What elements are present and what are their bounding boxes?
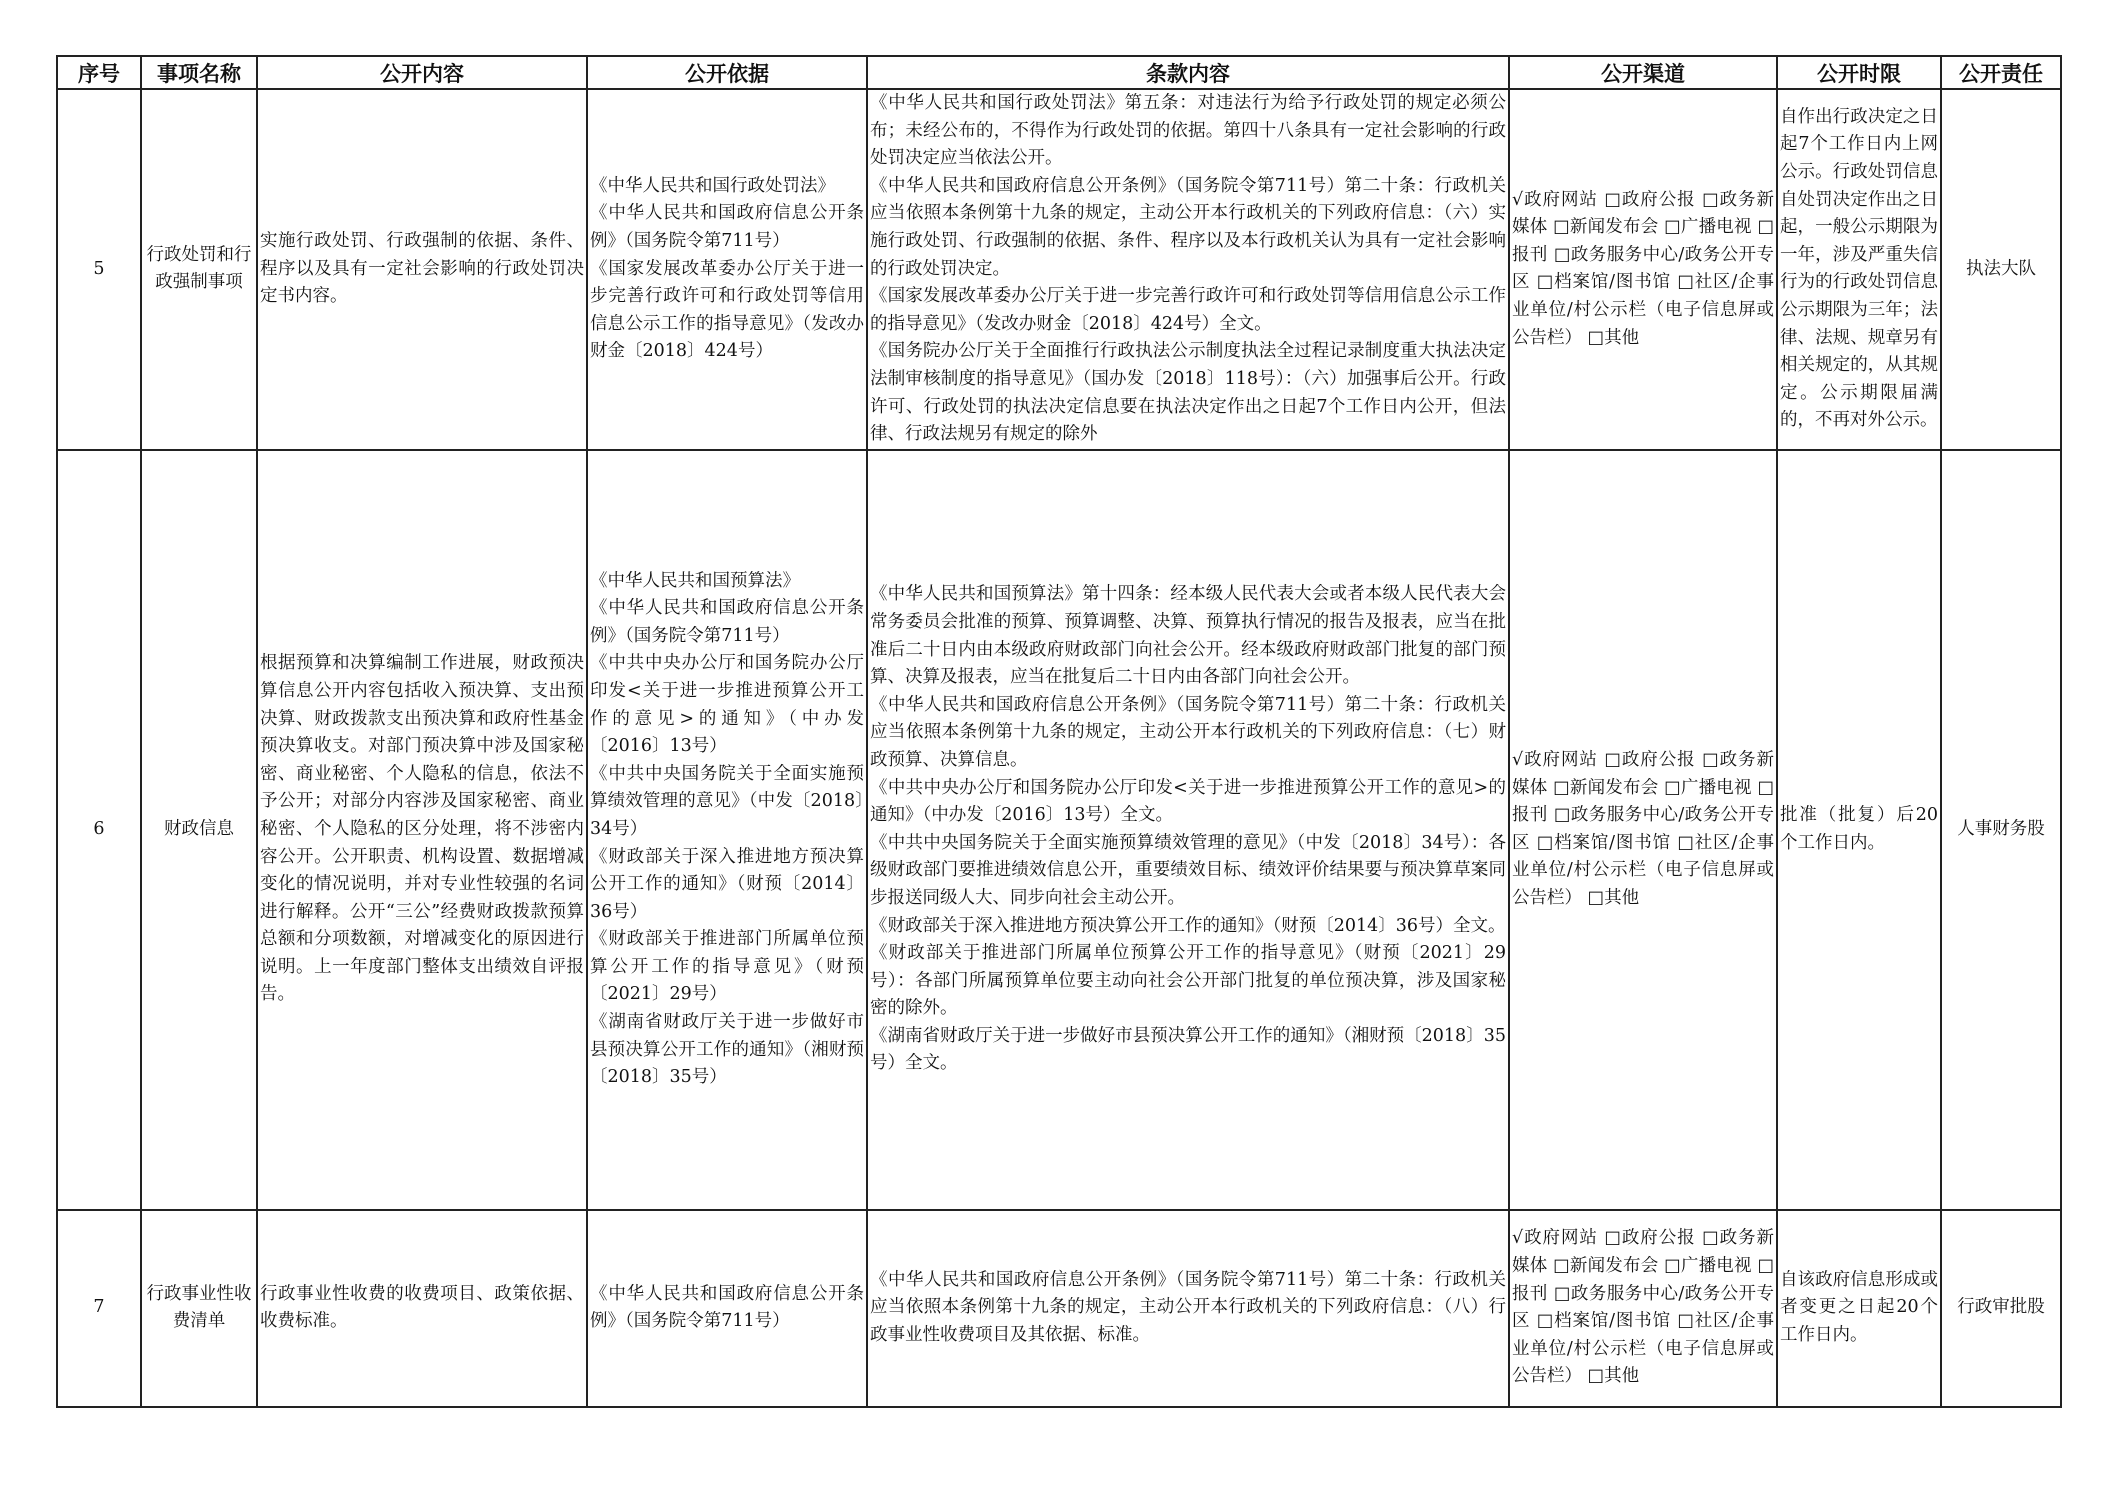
row-no: 6 — [57, 450, 141, 1210]
disclosure-table — [56, 55, 2062, 1408]
row-channel: √政府网站 □政府公报 □政务新媒体 □新闻发布会 □广播电视 □报刊 □政务服务中心/政务公开专区 □档案馆/图书馆 □社区/企事业单位/村公示栏（电子信息屏或公告栏） □其他 — [1509, 89, 1777, 450]
clauses-text: 《中华人民共和国预算法》第十四条：经本级人民代表大会或者本级人民代表大会常务委员会批准的预算、预算调整、决算、预算执行情况的报告及报表，应当在批准后二十日内由本级政府财政部门向社会公开。经本级政府财政部门批复的部门预算、决算及报表，应当在批复后二十日内由各部门向社会公开。 《中华人民共和国政府信息公开条例》（国务院令第711号）第二十条：行政机关应当依照本条例第十九条的规定，主动公开本行政机关的下列政府信息：（七）财政预算、决算信息。 《中共中央办公厅和国务院办公厅印发<关于进一步推进预算公开工作的意见>的通知》（中办发〔2016〕13号）全文。 《中共中央国务院关于全面实施预算绩效管理的意见》（中发〔2018〕34号）：各级财政部门要推进绩效信息公开，重要绩效目标、绩效评价结果要与预决算草案同步报送同级人大、同步向社会主动公开。 《财政部关于深入推进地方预决算公开工作的通知》（财预〔2014〕36号）全文。 《财政部关于推进部门所属单位预算公开工作的指导意见》（财预〔2021〕29号）：各部门所属预算单位要主动向社会公开部门批复的单位预决算，涉及国家秘密的除外。 《湖南省财政厅关于进一步做好市县预决算公开工作的通知》（湘财预〔2018〕35号）全文。 — [870, 584, 1506, 1074]
table-row — [57, 450, 2061, 1210]
row-channel: √政府网站 □政府公报 □政务新媒体 □新闻发布会 □广播电视 □报刊 □政务服务中心/政务公开专区 □档案馆/图书馆 □社区/企事业单位/村公示栏（电子信息屏或公告栏） □其他 — [1509, 1210, 1777, 1407]
row-basis — [587, 1210, 867, 1407]
row-name: 行政事业性收费清单 — [141, 1210, 257, 1407]
clauses-text: 《中华人民共和国行政处罚法》第五条：对违法行为给予行政处罚的规定必须公布；未经公布的，不得作为行政处罚的依据。第四十八条具有一定社会影响的行政处罚决定应当依法公开。 《中华人民共和国政府信息公开条例》（国务院令第711号）第二十条：行政机关应当依照本条例第十九条的规定，主动公开本行政机关的下列政府信息：（六）实施行政处罚、行政强制的依据、条件、程序以及本行政机关认为具有一定社会影响的行政处罚决定。 《国家发展改革委办公厅关于进一步完善行政许可和行政处罚等信用信息公示工作的指导意见》（发改办财金〔2018〕424号）全文。 《国务院办公厅关于全面推行行政执法公示制度执法全过程记录制度重大执法决定法制审核制度的指导意见》（国办发〔2018〕118号）：（六）加强事后公开。行政许可、行政处罚的执法决定信息要在执法决定作出之日起7个工作日内公开，但法律、行政法规另有规定的除外 — [870, 93, 1506, 445]
row-no: 7 — [57, 1210, 141, 1407]
row-content: 根据预算和决算编制工作进展，财政预决算信息公开内容包括收入预决算、支出预决算、财政拨款支出预决算和政府性基金预决算收支。对部门预决算中涉及国家秘密、商业秘密、个人隐私的信息，依法不予公开；对部分内容涉及国家秘密、商业秘密、个人隐私的区分处理，将不涉密内容公开。公开职责、机构设置、数据增减变化的情况说明，并对专业性较强的名词进行解释。公开“三公”经费财政拨款预算总额和分项数额，对增减变化的原因进行说明。上一年度部门整体支出绩效自评报告。 — [257, 450, 587, 1210]
row-responsibility: 人事财务股 — [1941, 450, 2061, 1210]
header-responsibility: 公开责任 — [1941, 56, 2061, 89]
row-clauses — [867, 1210, 1509, 1407]
row-channel: √政府网站 □政府公报 □政务新媒体 □新闻发布会 □广播电视 □报刊 □政务服务中心/政务公开专区 □档案馆/图书馆 □社区/企事业单位/村公示栏（电子信息屏或公告栏） □其他 — [1509, 450, 1777, 1210]
row-clauses — [867, 450, 1509, 1210]
row-time-limit: 自该政府信息形成或者变更之日起20个工作日内。 — [1777, 1210, 1941, 1407]
basis-text: 《中华人民共和国预算法》 《中华人民共和国政府信息公开条例》（国务院令第711号） 《中共中央办公厅和国务院办公厅印发<关于进一步推进预算公开工作的意见>的通知》（中办发〔2016〕13号） 《中共中央国务院关于全面实施预算绩效管理的意见》（中发〔2018〕34号） 《财政部关于深入推进地方预决算公开工作的通知》（财预〔2014〕36号） 《财政部关于推进部门所属单位预算公开工作的指导意见》（财预〔2021〕29号） 《湖南省财政厅关于进一步做好市县预决算公开工作的通知》（湘财预〔2018〕35号） — [590, 570, 864, 1088]
header-no: 序号 — [57, 56, 141, 89]
header-basis: 公开依据 — [587, 56, 867, 89]
header-name: 事项名称 — [141, 56, 257, 89]
row-basis — [587, 89, 867, 450]
table-row — [57, 89, 2061, 450]
header-row — [57, 56, 2061, 89]
row-clauses — [867, 89, 1509, 450]
clauses-text: 《中华人民共和国政府信息公开条例》（国务院令第711号）第二十条：行政机关应当依照本条例第十九条的规定，主动公开本行政机关的下列政府信息：（八）行政事业性收费项目及其依据、标准。 — [870, 1269, 1506, 1346]
header-content: 公开内容 — [257, 56, 587, 89]
header-time-limit: 公开时限 — [1777, 56, 1941, 89]
row-responsibility: 执法大队 — [1941, 89, 2061, 450]
row-time-limit: 批准（批复）后20个工作日内。 — [1777, 450, 1941, 1210]
row-time-limit: 自作出行政决定之日起7个工作日内上网公示。行政处罚信息自处罚决定作出之日起，一般公示期限为一年，涉及严重失信行为的行政处罚信息公示期限为三年；法律、法规、规章另有相关规定的，从其规定。公示期限届满的，不再对外公示。 — [1777, 89, 1941, 450]
basis-text: 《中华人民共和国政府信息公开条例》（国务院令第711号） — [590, 1283, 864, 1332]
row-name: 行政处罚和行政强制事项 — [141, 89, 257, 450]
table-row — [57, 1210, 2061, 1407]
basis-text: 《中华人民共和国行政处罚法》 《中华人民共和国政府信息公开条例》（国务院令第711号） 《国家发展改革委办公厅关于进一步完善行政许可和行政处罚等信用信息公示工作的指导意见》（发改办财金〔2018〕424号） — [590, 175, 864, 362]
row-basis — [587, 450, 867, 1210]
row-responsibility: 行政审批股 — [1941, 1210, 2061, 1407]
row-content: 实施行政处罚、行政强制的依据、条件、程序以及具有一定社会影响的行政处罚决定书内容。 — [257, 89, 587, 450]
row-no: 5 — [57, 89, 141, 450]
header-channel: 公开渠道 — [1509, 56, 1777, 89]
row-name: 财政信息 — [141, 450, 257, 1210]
row-content: 行政事业性收费的收费项目、政策依据、收费标准。 — [257, 1210, 587, 1407]
header-clauses: 条款内容 — [867, 56, 1509, 89]
